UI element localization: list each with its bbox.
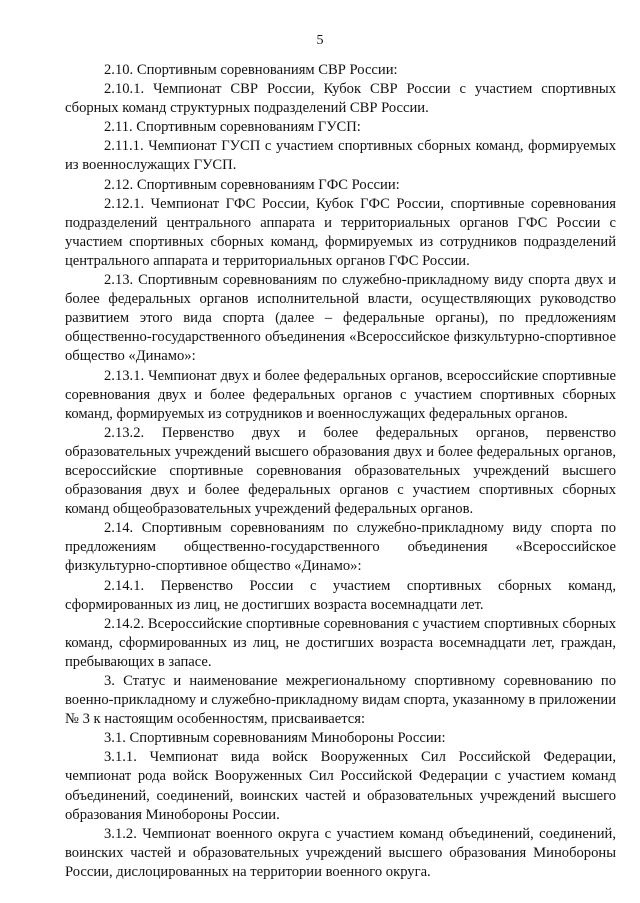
paragraph-2-12: 2.12. Спортивным соревнованиям ГФС России:: [104, 176, 400, 193]
paragraph-2-13: 2.13. Спортивным соревнованиям по служебно-прикладному виду спорта двух и более федеральных органов исполнительной власти, осуществляющих руководство развитием этого вида спорта (далее – федеральные органы), по предложениям общественно-государственного объединения «Всероссийское физкультурно-спортивное общество «Динамо»:: [65, 272, 616, 365]
paragraph-2-13-1: 2.13.1. Чемпионат двух и более федеральных органов, всероссийские спортивные соревнования двух и более федеральных органов с участием спортивных сборных команд, формируемых из сотрудников и военнослужащих федеральных органов.: [65, 367, 616, 422]
paragraph-3-1: 3.1. Спортивным соревнованиям Минобороны России:: [104, 730, 446, 747]
paragraph-2-14-1: 2.14.1. Первенство России с участием спортивных сборных команд, сформированных из лиц, не достигших возраста восемнадцати лет.: [65, 577, 616, 613]
paragraph-2-11-1: 2.11.1. Чемпионат ГУСП с участием спортивных сборных команд, формируемых из военнослужащих ГУСП.: [65, 138, 616, 174]
paragraph-2-12-1: 2.12.1. Чемпионат ГФС России, Кубок ГФС России, спортивные соревнования подразделений центрального аппарата и территориальных органов ГФС России с участием спортивных сборных команд, формируемых из сотрудников подразделений центрального аппарата и территориальных органов ГФС России.: [65, 195, 616, 269]
paragraph-2-14: 2.14. Спортивным соревнованиям по служебно-прикладному виду спорта по предложениям общественно-государственного объединения «Всероссийское физкультурно-спортивное общество «Динамо»:: [65, 520, 616, 575]
paragraph-2-14-2: 2.14.2. Всероссийские спортивные соревнования с участием спортивных сборных команд, сформированных из лиц, не достигших возраста восемнадцати лет, граждан, пребывающих в запасе.: [65, 615, 616, 670]
paragraph-2-10: 2.10. Спортивным соревнованиям СВР России:: [104, 62, 398, 78]
paragraph-3-1-2: 3.1.2. Чемпионат военного округа с участием команд объединений, соединений, воинских частей и образовательных учреждений высшего образования Минобороны России, дислоцированных на территории военного округа.: [65, 825, 616, 880]
page-number: 5: [316, 33, 324, 48]
paragraph-2-11: 2.11. Спортивным соревнованиям ГУСП:: [104, 119, 361, 136]
paragraph-2-10-1: 2.10.1. Чемпионат СВР России, Кубок СВР России с участием спортивных сборных команд структурных подразделений СВР России.: [65, 81, 616, 117]
paragraph-2-13-2: 2.13.2. Первенство двух и более федеральных органов, первенство образовательных учреждений высшего образования двух и более федеральных органов, всероссийские спортивные соревнования образовательных учреждений высшего образования двух и более федеральных органов с участием спортивных сборных команд общеобразовательных учреждений федеральных органов.: [65, 424, 616, 518]
document-body: [65, 61, 616, 882]
paragraph-3-1-1: 3.1.1. Чемпионат вида войск Вооруженных Сил Российской Федерации, чемпионат рода войск Вооруженных Сил Российской Федерации с участием команд объединений, соединений, воинских частей и образовательных учреждений высшего образования Минобороны России.: [65, 749, 616, 823]
paragraph-3: 3. Статус и наименование межрегиональному спортивному соревнованию по военно-прикладному и служебно-прикладному видам спорта, указанному в приложении № 3 к настоящим особенностям, присваивается:: [65, 673, 616, 728]
